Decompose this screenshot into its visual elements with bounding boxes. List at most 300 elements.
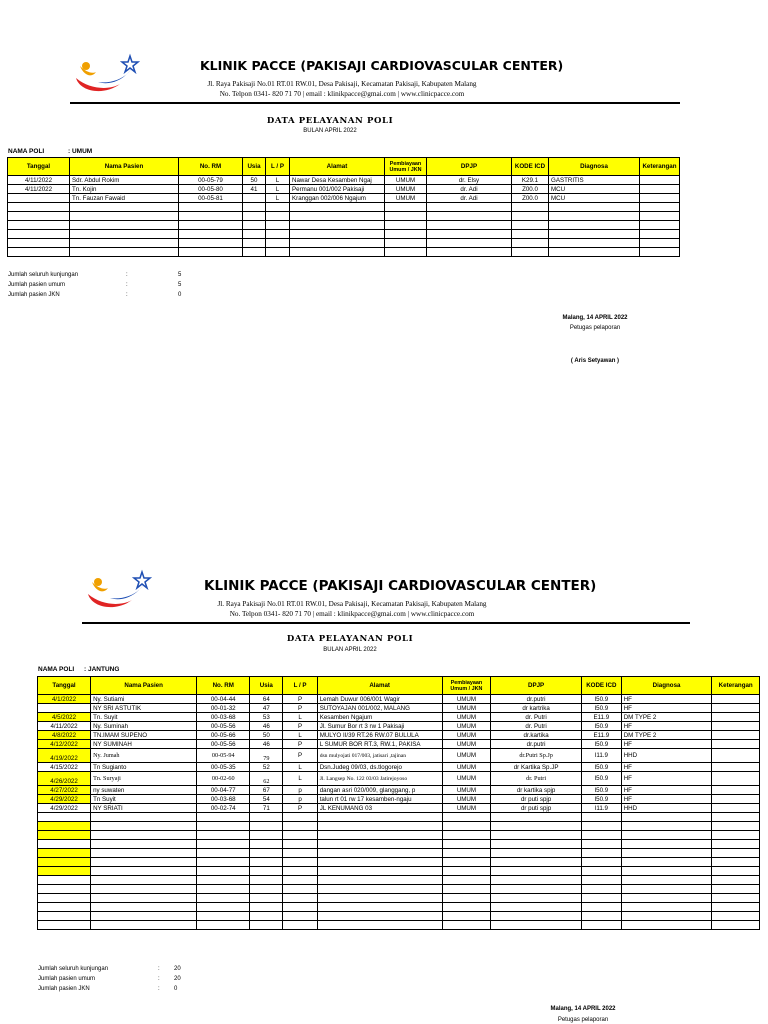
cell-tanggal <box>38 912 91 921</box>
header-keterangan: Keterangan <box>712 677 760 695</box>
cell-diagnosa <box>621 831 712 840</box>
cell-pembiayaan <box>385 239 427 248</box>
cell-pembiayaan <box>442 867 491 876</box>
cell-diagnosa: HF <box>621 763 712 772</box>
header-tanggal: Tanggal <box>38 677 91 695</box>
cell-dpjp <box>491 921 582 930</box>
cell-keterangan <box>712 763 760 772</box>
cell-kode-icd: I50.9 <box>581 763 621 772</box>
cell-keterangan <box>712 713 760 722</box>
cell-nama-pasien <box>70 203 179 212</box>
cell-usia <box>243 203 266 212</box>
cell-no-rm <box>179 230 243 239</box>
cell-pembiayaan <box>442 876 491 885</box>
cell-jenis-kelamin <box>283 858 317 867</box>
cell-alamat: Permanu 001/002 Pakisaji <box>290 185 385 194</box>
cell-kode-icd: I50.9 <box>581 722 621 731</box>
cell-keterangan <box>712 772 760 786</box>
cell-pembiayaan: UMUM <box>385 194 427 203</box>
clinic-logo <box>70 52 142 96</box>
cell-kode-icd: I50.9 <box>581 795 621 804</box>
cell-dpjp: dr puti spjp <box>491 804 582 813</box>
cell-alamat: Dsn.Judeg 09/03, ds.tlogorejo <box>317 763 442 772</box>
cell-usia: 79 <box>250 749 283 763</box>
cell-kode-icd: E11.9 <box>581 731 621 740</box>
cell-no-rm <box>197 903 250 912</box>
cell-jenis-kelamin <box>283 849 317 858</box>
cell-pembiayaan <box>442 822 491 831</box>
cell-keterangan <box>712 822 760 831</box>
cell-nama-pasien <box>91 813 197 822</box>
cell-nama-pasien <box>70 230 179 239</box>
cell-no-rm: 00-03-68 <box>197 713 250 722</box>
cell-tanggal: 4/27/2022 <box>38 786 91 795</box>
cell-tanggal <box>38 903 91 912</box>
cell-no-rm <box>197 840 250 849</box>
cell-usia: 41 <box>243 185 266 194</box>
cell-keterangan <box>712 740 760 749</box>
header-no-rm: No. RM <box>179 158 243 176</box>
cell-kode-icd <box>512 239 549 248</box>
cell-pembiayaan: UMUM <box>442 713 491 722</box>
table-row <box>38 840 760 849</box>
cell-kode-icd: I11.9 <box>581 804 621 813</box>
cell-usia <box>250 858 283 867</box>
cell-no-rm <box>179 212 243 221</box>
cell-alamat: Kranggan 002/006 Ngajum <box>290 194 385 203</box>
cell-jenis-kelamin <box>283 840 317 849</box>
cell-alamat <box>317 840 442 849</box>
cell-usia <box>250 894 283 903</box>
cell-nama-pasien: TN.IMAM SUPENO <box>91 731 197 740</box>
cell-no-rm: 00-05-56 <box>197 722 250 731</box>
cell-dpjp <box>491 840 582 849</box>
cell-alamat: dangan asri 020/009, glanggang, p <box>317 786 442 795</box>
cell-jenis-kelamin <box>266 239 290 248</box>
header-alamat: Alamat <box>290 158 385 176</box>
header-divider <box>82 622 690 624</box>
cell-usia: 71 <box>250 804 283 813</box>
cell-diagnosa <box>549 248 640 257</box>
header-pembiayaan: Pembiayaan Umum / JKN <box>442 677 491 695</box>
cell-pembiayaan: UMUM <box>442 772 491 786</box>
summary-value: 20 <box>174 966 181 972</box>
cell-kode-icd <box>581 876 621 885</box>
cell-dpjp <box>427 230 512 239</box>
cell-jenis-kelamin <box>283 912 317 921</box>
cell-dpjp: dr. Adi <box>427 194 512 203</box>
cell-diagnosa: HF <box>621 786 712 795</box>
cell-usia <box>250 813 283 822</box>
cell-dpjp <box>491 858 582 867</box>
table-row <box>8 176 680 185</box>
table-row <box>38 876 760 885</box>
header-no-rm: No. RM <box>197 677 250 695</box>
cell-diagnosa <box>621 885 712 894</box>
cell-alamat: JL KENUMANG 03 <box>317 804 442 813</box>
summary-value: 5 <box>178 282 182 288</box>
cell-jenis-kelamin: P <box>283 749 317 763</box>
cell-tanggal <box>38 831 91 840</box>
cell-no-rm: 00-01-32 <box>197 704 250 713</box>
cell-diagnosa <box>549 203 640 212</box>
cell-usia <box>250 822 283 831</box>
cell-no-rm: 00-02-74 <box>197 804 250 813</box>
table-row <box>8 221 680 230</box>
cell-pembiayaan <box>442 903 491 912</box>
logo-star <box>134 572 150 588</box>
cell-usia: 50 <box>250 731 283 740</box>
table-row <box>8 203 680 212</box>
cell-nama-pasien <box>91 912 197 921</box>
cell-no-rm <box>197 921 250 930</box>
cell-kode-icd: Z00.0 <box>512 185 549 194</box>
cell-kode-icd: K29.1 <box>512 176 549 185</box>
header-dpjp: DPJP <box>491 677 582 695</box>
cell-dpjp <box>491 867 582 876</box>
summary-value: 20 <box>174 976 181 982</box>
poli-value: : UMUM <box>68 148 93 155</box>
cell-pembiayaan: UMUM <box>385 176 427 185</box>
cell-jenis-kelamin <box>283 885 317 894</box>
cell-alamat: Nawar Desa Kesamben Ngaj <box>290 176 385 185</box>
cell-keterangan <box>640 185 680 194</box>
cell-dpjp <box>491 813 582 822</box>
cell-no-rm: 00-05-66 <box>197 731 250 740</box>
cell-nama-pasien <box>70 221 179 230</box>
table-row <box>38 786 760 795</box>
sign-role: Petugas pelaporan <box>557 1017 609 1023</box>
table-row <box>38 804 760 813</box>
sign-role: Petugas pelaporan <box>569 325 621 331</box>
cell-kode-icd <box>581 831 621 840</box>
cell-usia <box>243 212 266 221</box>
patient-table <box>37 676 760 930</box>
cell-kode-icd <box>512 203 549 212</box>
cell-usia <box>250 912 283 921</box>
cell-tanggal <box>38 876 91 885</box>
cell-no-rm: 00-05-80 <box>179 185 243 194</box>
table-row <box>8 239 680 248</box>
cell-no-rm <box>197 894 250 903</box>
summary-label: Jumlah seluruh kunjungan <box>38 966 109 972</box>
cell-diagnosa: HF <box>621 722 712 731</box>
summary-value: 0 <box>178 292 182 298</box>
table-row <box>38 849 760 858</box>
cell-kode-icd <box>581 813 621 822</box>
logo-figure-head <box>94 578 102 586</box>
cell-jenis-kelamin <box>283 876 317 885</box>
table-row <box>38 903 760 912</box>
cell-jenis-kelamin: L <box>266 185 290 194</box>
cell-kode-icd <box>512 212 549 221</box>
cell-kode-icd <box>581 885 621 894</box>
table-row <box>38 921 760 930</box>
cell-alamat <box>317 885 442 894</box>
cell-tanggal <box>8 221 70 230</box>
cell-diagnosa <box>621 813 712 822</box>
cell-jenis-kelamin: P <box>283 704 317 713</box>
cell-alamat <box>317 921 442 930</box>
cell-usia: 46 <box>250 722 283 731</box>
cell-no-rm: 00-04-77 <box>197 786 250 795</box>
cell-alamat <box>317 849 442 858</box>
cell-kode-icd <box>512 248 549 257</box>
cell-keterangan <box>712 903 760 912</box>
cell-pembiayaan <box>442 894 491 903</box>
cell-jenis-kelamin <box>266 221 290 230</box>
cell-jenis-kelamin <box>283 831 317 840</box>
cell-dpjp <box>491 849 582 858</box>
cell-nama-pasien <box>91 831 197 840</box>
cell-kode-icd: I50.9 <box>581 772 621 786</box>
cell-tanggal: 4/8/2022 <box>38 731 91 740</box>
cell-usia: 52 <box>250 763 283 772</box>
cell-diagnosa <box>549 221 640 230</box>
report-subtitle: BULAN APRIL 2022 <box>323 647 377 653</box>
clinic-address: Jl. Raya Pakisaji No.01 RT.01 RW.01, Desa Pakisaji, Kecamatan Pakisaji, Kabupaten Malang <box>217 600 487 608</box>
cell-alamat <box>290 203 385 212</box>
cell-keterangan <box>712 849 760 858</box>
cell-tanggal <box>38 840 91 849</box>
logo-red-swoosh <box>76 78 120 91</box>
cell-alamat: SUTOYAJAN 001/002, MALANG <box>317 704 442 713</box>
cell-nama-pasien <box>91 840 197 849</box>
cell-diagnosa <box>549 239 640 248</box>
clinic-address: Jl. Raya Pakisaji No.01 RT.01 RW.01, Desa Pakisaji, Kecamatan Pakisaji, Kabupaten Malang <box>207 80 477 88</box>
cell-no-rm: 00-02-60 <box>197 772 250 786</box>
cell-diagnosa <box>621 912 712 921</box>
header-keterangan: Keterangan <box>640 158 680 176</box>
cell-dpjp: dr.putri <box>491 695 582 704</box>
cell-alamat: Lemah Duwur 006/001 Wagir <box>317 695 442 704</box>
cell-kode-icd: I50.9 <box>581 695 621 704</box>
cell-dpjp <box>491 912 582 921</box>
cell-pembiayaan <box>442 849 491 858</box>
cell-keterangan <box>712 858 760 867</box>
cell-keterangan <box>640 212 680 221</box>
cell-usia: 53 <box>250 713 283 722</box>
header-diagnosa: Diagnosa <box>549 158 640 176</box>
header-dpjp: DPJP <box>427 158 512 176</box>
cell-alamat <box>317 831 442 840</box>
cell-alamat: Kesamben Ngajum <box>317 713 442 722</box>
cell-usia: 47 <box>250 704 283 713</box>
cell-tanggal <box>38 885 91 894</box>
cell-no-rm <box>197 822 250 831</box>
cell-keterangan <box>712 731 760 740</box>
header-nama-pasien: Nama Pasien <box>91 677 197 695</box>
cell-keterangan <box>640 194 680 203</box>
cell-no-rm <box>197 912 250 921</box>
cell-jenis-kelamin: L <box>266 176 290 185</box>
cell-no-rm <box>197 876 250 885</box>
cell-nama-pasien: Ny. Jumah <box>91 749 197 763</box>
summary-value: 5 <box>178 272 182 278</box>
cell-keterangan <box>712 876 760 885</box>
table-row <box>38 813 760 822</box>
cell-pembiayaan <box>385 248 427 257</box>
cell-usia: 64 <box>250 695 283 704</box>
report-title: DATA PELAYANAN POLI <box>286 634 414 644</box>
cell-kode-icd <box>581 840 621 849</box>
sign-name: ( Aris Setyawan ) <box>570 358 620 364</box>
table-row <box>38 704 760 713</box>
cell-jenis-kelamin: p <box>283 795 317 804</box>
cell-nama-pasien <box>70 212 179 221</box>
cell-pembiayaan: UMUM <box>442 749 491 763</box>
cell-no-rm: 00-05-35 <box>197 763 250 772</box>
cell-alamat <box>317 903 442 912</box>
cell-dpjp <box>491 894 582 903</box>
table-row <box>38 740 760 749</box>
cell-alamat <box>290 248 385 257</box>
cell-diagnosa <box>621 903 712 912</box>
cell-alamat: Jl. Langsep No. 122 03/03 Jatirejoyoso <box>317 772 442 786</box>
cell-jenis-kelamin <box>283 921 317 930</box>
poli-value: : JANTUNG <box>84 666 120 673</box>
cell-jenis-kelamin: L <box>283 763 317 772</box>
cell-keterangan <box>640 221 680 230</box>
cell-diagnosa: HF <box>621 704 712 713</box>
header-nama-pasien: Nama Pasien <box>70 158 179 176</box>
cell-no-rm <box>179 221 243 230</box>
cell-nama-pasien: Sdr. Abdul Rokim <box>70 176 179 185</box>
cell-alamat <box>317 822 442 831</box>
cell-kode-icd <box>512 221 549 230</box>
poli-label: NAMA POLI <box>8 148 45 155</box>
summary-separator: : <box>126 292 128 298</box>
cell-pembiayaan <box>442 912 491 921</box>
cell-kode-icd: I50.9 <box>581 704 621 713</box>
cell-pembiayaan: UMUM <box>442 704 491 713</box>
cell-pembiayaan <box>442 885 491 894</box>
cell-nama-pasien <box>91 885 197 894</box>
cell-nama-pasien: Ny. Suminah <box>91 722 197 731</box>
cell-tanggal <box>38 822 91 831</box>
patient-table <box>7 157 680 257</box>
cell-tanggal <box>8 194 70 203</box>
cell-keterangan <box>712 749 760 763</box>
summary-value: 0 <box>174 986 178 992</box>
table-row <box>8 194 680 203</box>
cell-tanggal: 4/15/2022 <box>38 763 91 772</box>
cell-nama-pasien <box>91 876 197 885</box>
table-row <box>38 772 760 786</box>
cell-pembiayaan <box>442 921 491 930</box>
cell-tanggal: 4/29/2022 <box>38 795 91 804</box>
summary-label: Jumlah pasien JKN <box>38 986 90 992</box>
cell-keterangan <box>712 912 760 921</box>
cell-diagnosa: HF <box>621 740 712 749</box>
report-title: DATA PELAYANAN POLI <box>266 116 394 126</box>
summary-separator: : <box>158 966 160 972</box>
cell-kode-icd <box>581 867 621 876</box>
cell-dpjp: dr. Putri <box>491 722 582 731</box>
cell-nama-pasien: NY SUMINAH <box>91 740 197 749</box>
cell-nama-pasien <box>91 849 197 858</box>
cell-usia <box>250 867 283 876</box>
header-jenis-kelamin: L / P <box>266 158 290 176</box>
cell-jenis-kelamin: P <box>283 740 317 749</box>
cell-keterangan <box>712 722 760 731</box>
cell-tanggal <box>38 858 91 867</box>
cell-nama-pasien: Tn. Suyit <box>91 713 197 722</box>
summary-separator: : <box>126 272 128 278</box>
poli-label: NAMA POLI <box>38 666 75 673</box>
table-row <box>38 867 760 876</box>
cell-jenis-kelamin: p <box>283 786 317 795</box>
cell-diagnosa <box>621 840 712 849</box>
table-row <box>38 722 760 731</box>
cell-tanggal: 4/11/2022 <box>8 185 70 194</box>
cell-pembiayaan: UMUM <box>442 804 491 813</box>
cell-dpjp: dr kartika spjp <box>491 786 582 795</box>
cell-pembiayaan <box>385 230 427 239</box>
cell-dpjp <box>427 239 512 248</box>
cell-pembiayaan: UMUM <box>442 786 491 795</box>
cell-keterangan <box>712 894 760 903</box>
cell-alamat <box>290 230 385 239</box>
cell-nama-pasien <box>91 894 197 903</box>
header-divider <box>70 102 680 104</box>
cell-kode-icd <box>581 921 621 930</box>
cell-jenis-kelamin: P <box>283 804 317 813</box>
summary-block <box>8 270 208 302</box>
clinic-name: KLINIK PACCE (PAKISAJI CARDIOVASCULAR CENTER) <box>200 58 564 73</box>
cell-nama-pasien <box>70 239 179 248</box>
table-row <box>38 713 760 722</box>
cell-diagnosa <box>549 230 640 239</box>
cell-jenis-kelamin <box>283 822 317 831</box>
cell-tanggal <box>38 894 91 903</box>
cell-usia <box>250 849 283 858</box>
cell-pembiayaan: UMUM <box>442 695 491 704</box>
cell-alamat <box>317 912 442 921</box>
header-diagnosa: Diagnosa <box>621 677 712 695</box>
table-row <box>8 185 680 194</box>
summary-separator: : <box>158 976 160 982</box>
clinic-contact: No. Telpon 0341- 820 71 70 | email : klinikpacce@gmai.com | www.clinicpacce.com <box>229 610 475 618</box>
cell-dpjp <box>491 876 582 885</box>
cell-no-rm <box>197 885 250 894</box>
cell-tanggal: 4/29/2022 <box>38 804 91 813</box>
cell-keterangan <box>640 230 680 239</box>
cell-tanggal: 4/19/2022 <box>38 749 91 763</box>
cell-dpjp: dr. Putri <box>491 772 582 786</box>
cell-dpjp <box>491 885 582 894</box>
summary-separator: : <box>158 986 160 992</box>
cell-kode-icd <box>512 230 549 239</box>
cell-alamat: Jl. Sumur Bor rt 3 rw 1 Pakisaji <box>317 722 442 731</box>
cell-tanggal: 4/11/2022 <box>8 176 70 185</box>
cell-diagnosa <box>621 894 712 903</box>
cell-usia <box>250 876 283 885</box>
cell-usia <box>250 921 283 930</box>
cell-diagnosa: HF <box>621 772 712 786</box>
cell-pembiayaan <box>385 203 427 212</box>
cell-pembiayaan <box>442 840 491 849</box>
cell-dpjp <box>427 221 512 230</box>
summary-separator: : <box>126 282 128 288</box>
cell-jenis-kelamin: L <box>283 772 317 786</box>
cell-diagnosa: HF <box>621 795 712 804</box>
cell-nama-pasien: Tn. Fauzan Fawaid <box>70 194 179 203</box>
cell-keterangan <box>712 804 760 813</box>
cell-usia <box>250 885 283 894</box>
cell-nama-pasien <box>70 248 179 257</box>
summary-block <box>38 964 238 996</box>
